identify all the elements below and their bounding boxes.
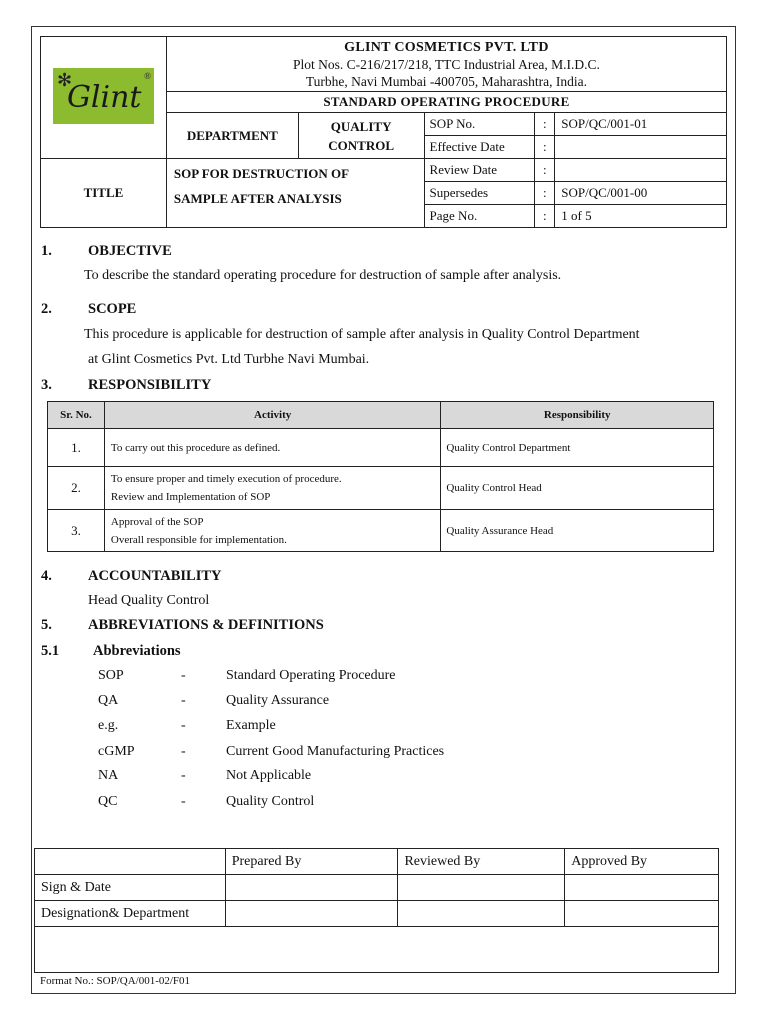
sign-date-approved-cell[interactable] (565, 875, 719, 901)
abbreviation-term: cGMP (98, 744, 135, 759)
company-name: GLINT COSMETICS PVT. LTD (344, 40, 549, 55)
section-number: 1. (41, 243, 52, 259)
column-header-responsibility: Responsibility (441, 402, 714, 429)
abbreviation-meaning: Quality Assurance (226, 693, 330, 708)
row-label-designation: Designation& Department (35, 901, 226, 927)
row-label-sign-date: Sign & Date (35, 875, 226, 901)
department-label: DEPARTMENT (166, 113, 298, 159)
column-header-sr-no: Sr. No. (48, 402, 105, 429)
format-number: Format No.: SOP/QA/001-02/F01 (40, 975, 191, 987)
accountability-text: Head Quality Control (88, 593, 210, 608)
title-label: TITLE (41, 159, 167, 228)
meta-value-review-date (555, 159, 727, 182)
department-value-line-2: CONTROL (328, 137, 394, 153)
activity-line: Approval of the SOP (110, 515, 204, 528)
responsibility-table (47, 401, 714, 552)
section-number: 2. (41, 301, 52, 317)
abbreviation-dash: - (181, 794, 186, 809)
column-header-reviewed-by: Reviewed By (398, 849, 565, 875)
signature-corner-cell (35, 849, 226, 875)
abbreviation-term: NA (98, 768, 119, 783)
registered-icon: ® (144, 70, 151, 81)
activity-cell (104, 429, 440, 467)
title-line-2: SAMPLE AFTER ANALYSIS (173, 191, 342, 206)
logo-text: Glint (66, 79, 142, 115)
header-table (40, 36, 727, 228)
section-title: RESPONSIBILITY (88, 377, 212, 393)
table-row (48, 467, 714, 510)
meta-value-supersedes: SOP/QC/001-00 (555, 182, 727, 205)
sr-no-cell: 2. (48, 467, 105, 510)
sign-date-reviewed-cell[interactable] (398, 875, 565, 901)
abbreviation-dash: - (181, 768, 186, 783)
meta-key-effective-date: Effective Date (424, 136, 535, 159)
abbreviation-dash: - (181, 744, 186, 759)
section-title: ACCOUNTABILITY (88, 568, 222, 584)
sr-no-cell: 1. (48, 429, 105, 467)
abbreviation-meaning: Quality Control (226, 794, 315, 809)
meta-value-effective-date (555, 136, 727, 159)
activity-cell (104, 510, 440, 552)
sr-no-cell: 3. (48, 510, 105, 552)
designation-prepared-cell[interactable] (225, 901, 398, 927)
abbreviation-term: e.g. (98, 718, 119, 733)
meta-colon: : (535, 182, 555, 205)
meta-key-page-no: Page No. (424, 205, 535, 228)
meta-key-review-date: Review Date (424, 159, 535, 182)
meta-value-sop-no: SOP/QC/001-01 (555, 113, 727, 136)
meta-colon: : (535, 113, 555, 136)
objective-text: To describe the standard operating procedure for destruction of sample after analysis. (84, 268, 562, 283)
abbreviation-term: SOP (98, 668, 124, 683)
abbreviation-dash: - (181, 718, 186, 733)
address-line-2: Turbhe, Navi Mumbai -400705, Maharashtra, India. (305, 74, 587, 89)
meta-key-supersedes: Supersedes (424, 182, 535, 205)
flower-icon: ✻ (56, 69, 73, 90)
responsibility-cell: Quality Assurance Head (441, 510, 714, 552)
abbreviation-meaning: Example (226, 718, 276, 733)
activity-line: To carry out this procedure as defined. (110, 441, 281, 454)
signature-table (34, 848, 719, 973)
abbreviation-term: QA (98, 693, 119, 708)
meta-colon: : (535, 136, 555, 159)
responsibility-cell: Quality Control Head (441, 467, 714, 510)
column-header-activity: Activity (104, 402, 440, 429)
title-value (166, 159, 424, 228)
abbreviation-term: QC (98, 794, 118, 809)
section-number: 4. (41, 568, 52, 584)
meta-colon: : (535, 159, 555, 182)
abbreviation-meaning: Standard Operating Procedure (226, 668, 396, 683)
table-row (48, 429, 714, 467)
logo-cell (41, 37, 167, 159)
table-row (48, 510, 714, 552)
abbreviation-dash: - (181, 668, 186, 683)
department-value (298, 113, 424, 159)
scope-text-line-2: at Glint Cosmetics Pvt. Ltd Turbhe Navi Mumbai. (88, 352, 370, 367)
glint-logo (53, 68, 154, 124)
subsection-title: Abbreviations (93, 643, 181, 659)
address-line-1: Plot Nos. C-216/217/218, TTC Industrial Area, M.I.D.C. (293, 57, 600, 72)
abbreviation-meaning: Current Good Manufacturing Practices (226, 744, 445, 759)
section-title: OBJECTIVE (88, 243, 172, 259)
designation-reviewed-cell[interactable] (398, 901, 565, 927)
section-title: ABBREVIATIONS & DEFINITIONS (88, 617, 324, 633)
section-number: 3. (41, 377, 52, 393)
activity-line: Overall responsible for implementation. (110, 533, 287, 546)
company-block (166, 37, 726, 92)
abbreviation-meaning: Not Applicable (226, 768, 312, 783)
meta-key-sop-no: SOP No. (424, 113, 535, 136)
designation-approved-cell[interactable] (565, 901, 719, 927)
meta-colon: : (535, 205, 555, 228)
meta-value-page-no: 1 of 5 (555, 205, 727, 228)
column-header-approved-by: Approved By (565, 849, 719, 875)
scope-text-line-1: This procedure is applicable for destruction of sample after analysis in Quality Control Department (84, 327, 640, 342)
activity-line: To ensure proper and timely execution of procedure. (110, 473, 342, 485)
activity-cell (104, 467, 440, 510)
section-number: 5. (41, 617, 52, 633)
doc-type: STANDARD OPERATING PROCEDURE (166, 92, 726, 113)
department-value-line-1: QUALITY (330, 118, 392, 134)
column-header-prepared-by: Prepared By (225, 849, 398, 875)
responsibility-cell: Quality Control Department (441, 429, 714, 467)
activity-line: Review and Implementation of SOP (110, 491, 271, 503)
title-line-1: SOP FOR DESTRUCTION OF (173, 166, 350, 181)
subsection-number: 5.1 (41, 643, 60, 659)
signature-blank-row (35, 927, 719, 973)
abbreviation-dash: - (181, 693, 186, 708)
section-title: SCOPE (88, 301, 137, 317)
sign-date-prepared-cell[interactable] (225, 875, 398, 901)
